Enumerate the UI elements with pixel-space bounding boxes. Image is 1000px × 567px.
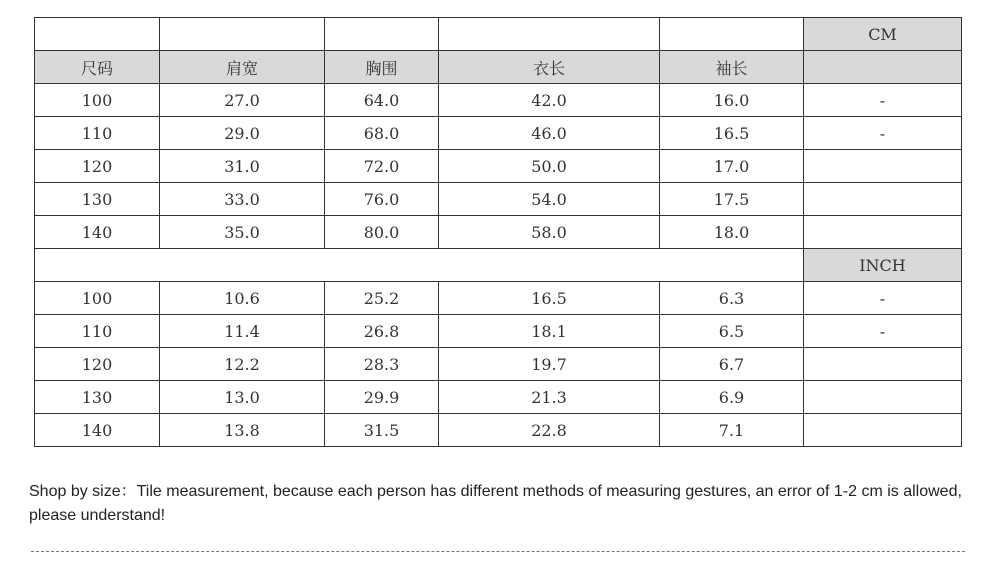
cell-size: 110	[35, 315, 160, 348]
cell-chest: 72.0	[325, 150, 439, 183]
cell-size: 140	[35, 414, 160, 447]
cell-length: 19.7	[439, 348, 660, 381]
cell-shoulder: 13.0	[160, 381, 325, 414]
cell-chest: 28.3	[325, 348, 439, 381]
cell-chest: 64.0	[325, 84, 439, 117]
cell-chest: 25.2	[325, 282, 439, 315]
cell-sleeve: 16.0	[660, 84, 804, 117]
cell-extra: -	[804, 315, 962, 348]
header-shoulder: 肩宽	[160, 51, 325, 84]
cell-length: 50.0	[439, 150, 660, 183]
size-chart-table	[34, 17, 962, 447]
cell-sleeve: 6.7	[660, 348, 804, 381]
size-note: Shop by size：Tile measurement, because each person has different methods of measuring gestures, an error of 1-2 cm is allowed, please understand!	[29, 483, 962, 524]
cell-length: 46.0	[439, 117, 660, 150]
cell-shoulder: 35.0	[160, 216, 325, 249]
cell-shoulder: 33.0	[160, 183, 325, 216]
header-chest: 胸围	[325, 51, 439, 84]
cell-shoulder: 31.0	[160, 150, 325, 183]
cell-length: 22.8	[439, 414, 660, 447]
cell-sleeve: 6.3	[660, 282, 804, 315]
header-length: 衣长	[439, 51, 660, 84]
cell-size: 130	[35, 183, 160, 216]
table-row	[35, 315, 962, 348]
header-sleeve: 袖长	[660, 51, 804, 84]
cell-size: 140	[35, 216, 160, 249]
cell-extra	[804, 150, 962, 183]
cell-extra	[804, 216, 962, 249]
cell-extra: -	[804, 84, 962, 117]
table-row	[35, 117, 962, 150]
cell-size: 120	[35, 150, 160, 183]
cell-chest: 80.0	[325, 216, 439, 249]
cell-shoulder: 12.2	[160, 348, 325, 381]
cell-length: 21.3	[439, 381, 660, 414]
cell-sleeve: 17.0	[660, 150, 804, 183]
cell-extra	[804, 348, 962, 381]
cell-extra	[804, 183, 962, 216]
table-row	[35, 414, 962, 447]
unit-row-cm	[35, 18, 962, 51]
cell-sleeve: 18.0	[660, 216, 804, 249]
cell-sleeve: 16.5	[660, 117, 804, 150]
cell-extra: -	[804, 282, 962, 315]
cell-sleeve: 7.1	[660, 414, 804, 447]
unit-label-inch: INCH	[804, 249, 962, 282]
cell-extra	[804, 381, 962, 414]
table-row	[35, 381, 962, 414]
cell-chest: 31.5	[325, 414, 439, 447]
cell-shoulder: 13.8	[160, 414, 325, 447]
cell-size: 100	[35, 84, 160, 117]
cell-shoulder: 11.4	[160, 315, 325, 348]
table-row	[35, 216, 962, 249]
table-row	[35, 282, 962, 315]
blank-cell	[160, 18, 325, 51]
cell-length: 16.5	[439, 282, 660, 315]
header-blank	[804, 51, 962, 84]
unit-label-cm: CM	[804, 18, 962, 51]
table-row	[35, 348, 962, 381]
blank-cell	[35, 18, 160, 51]
blank-cell	[35, 249, 804, 282]
table-row	[35, 84, 962, 117]
blank-cell	[660, 18, 804, 51]
cell-extra	[804, 414, 962, 447]
cell-size: 100	[35, 282, 160, 315]
blank-cell	[325, 18, 439, 51]
cell-chest: 29.9	[325, 381, 439, 414]
cell-size: 110	[35, 117, 160, 150]
cell-shoulder: 29.0	[160, 117, 325, 150]
header-row	[35, 51, 962, 84]
cell-chest: 68.0	[325, 117, 439, 150]
cell-chest: 26.8	[325, 315, 439, 348]
cell-size: 130	[35, 381, 160, 414]
header-size: 尺码	[35, 51, 160, 84]
cell-length: 42.0	[439, 84, 660, 117]
dashed-divider	[31, 551, 965, 552]
table-row	[35, 183, 962, 216]
unit-row-inch	[35, 249, 962, 282]
cell-shoulder: 10.6	[160, 282, 325, 315]
cell-shoulder: 27.0	[160, 84, 325, 117]
cell-size: 120	[35, 348, 160, 381]
blank-cell	[439, 18, 660, 51]
cell-sleeve: 17.5	[660, 183, 804, 216]
cell-extra: -	[804, 117, 962, 150]
cell-sleeve: 6.5	[660, 315, 804, 348]
cell-length: 18.1	[439, 315, 660, 348]
cell-length: 58.0	[439, 216, 660, 249]
cell-length: 54.0	[439, 183, 660, 216]
cell-chest: 76.0	[325, 183, 439, 216]
table-row	[35, 150, 962, 183]
cell-sleeve: 6.9	[660, 381, 804, 414]
